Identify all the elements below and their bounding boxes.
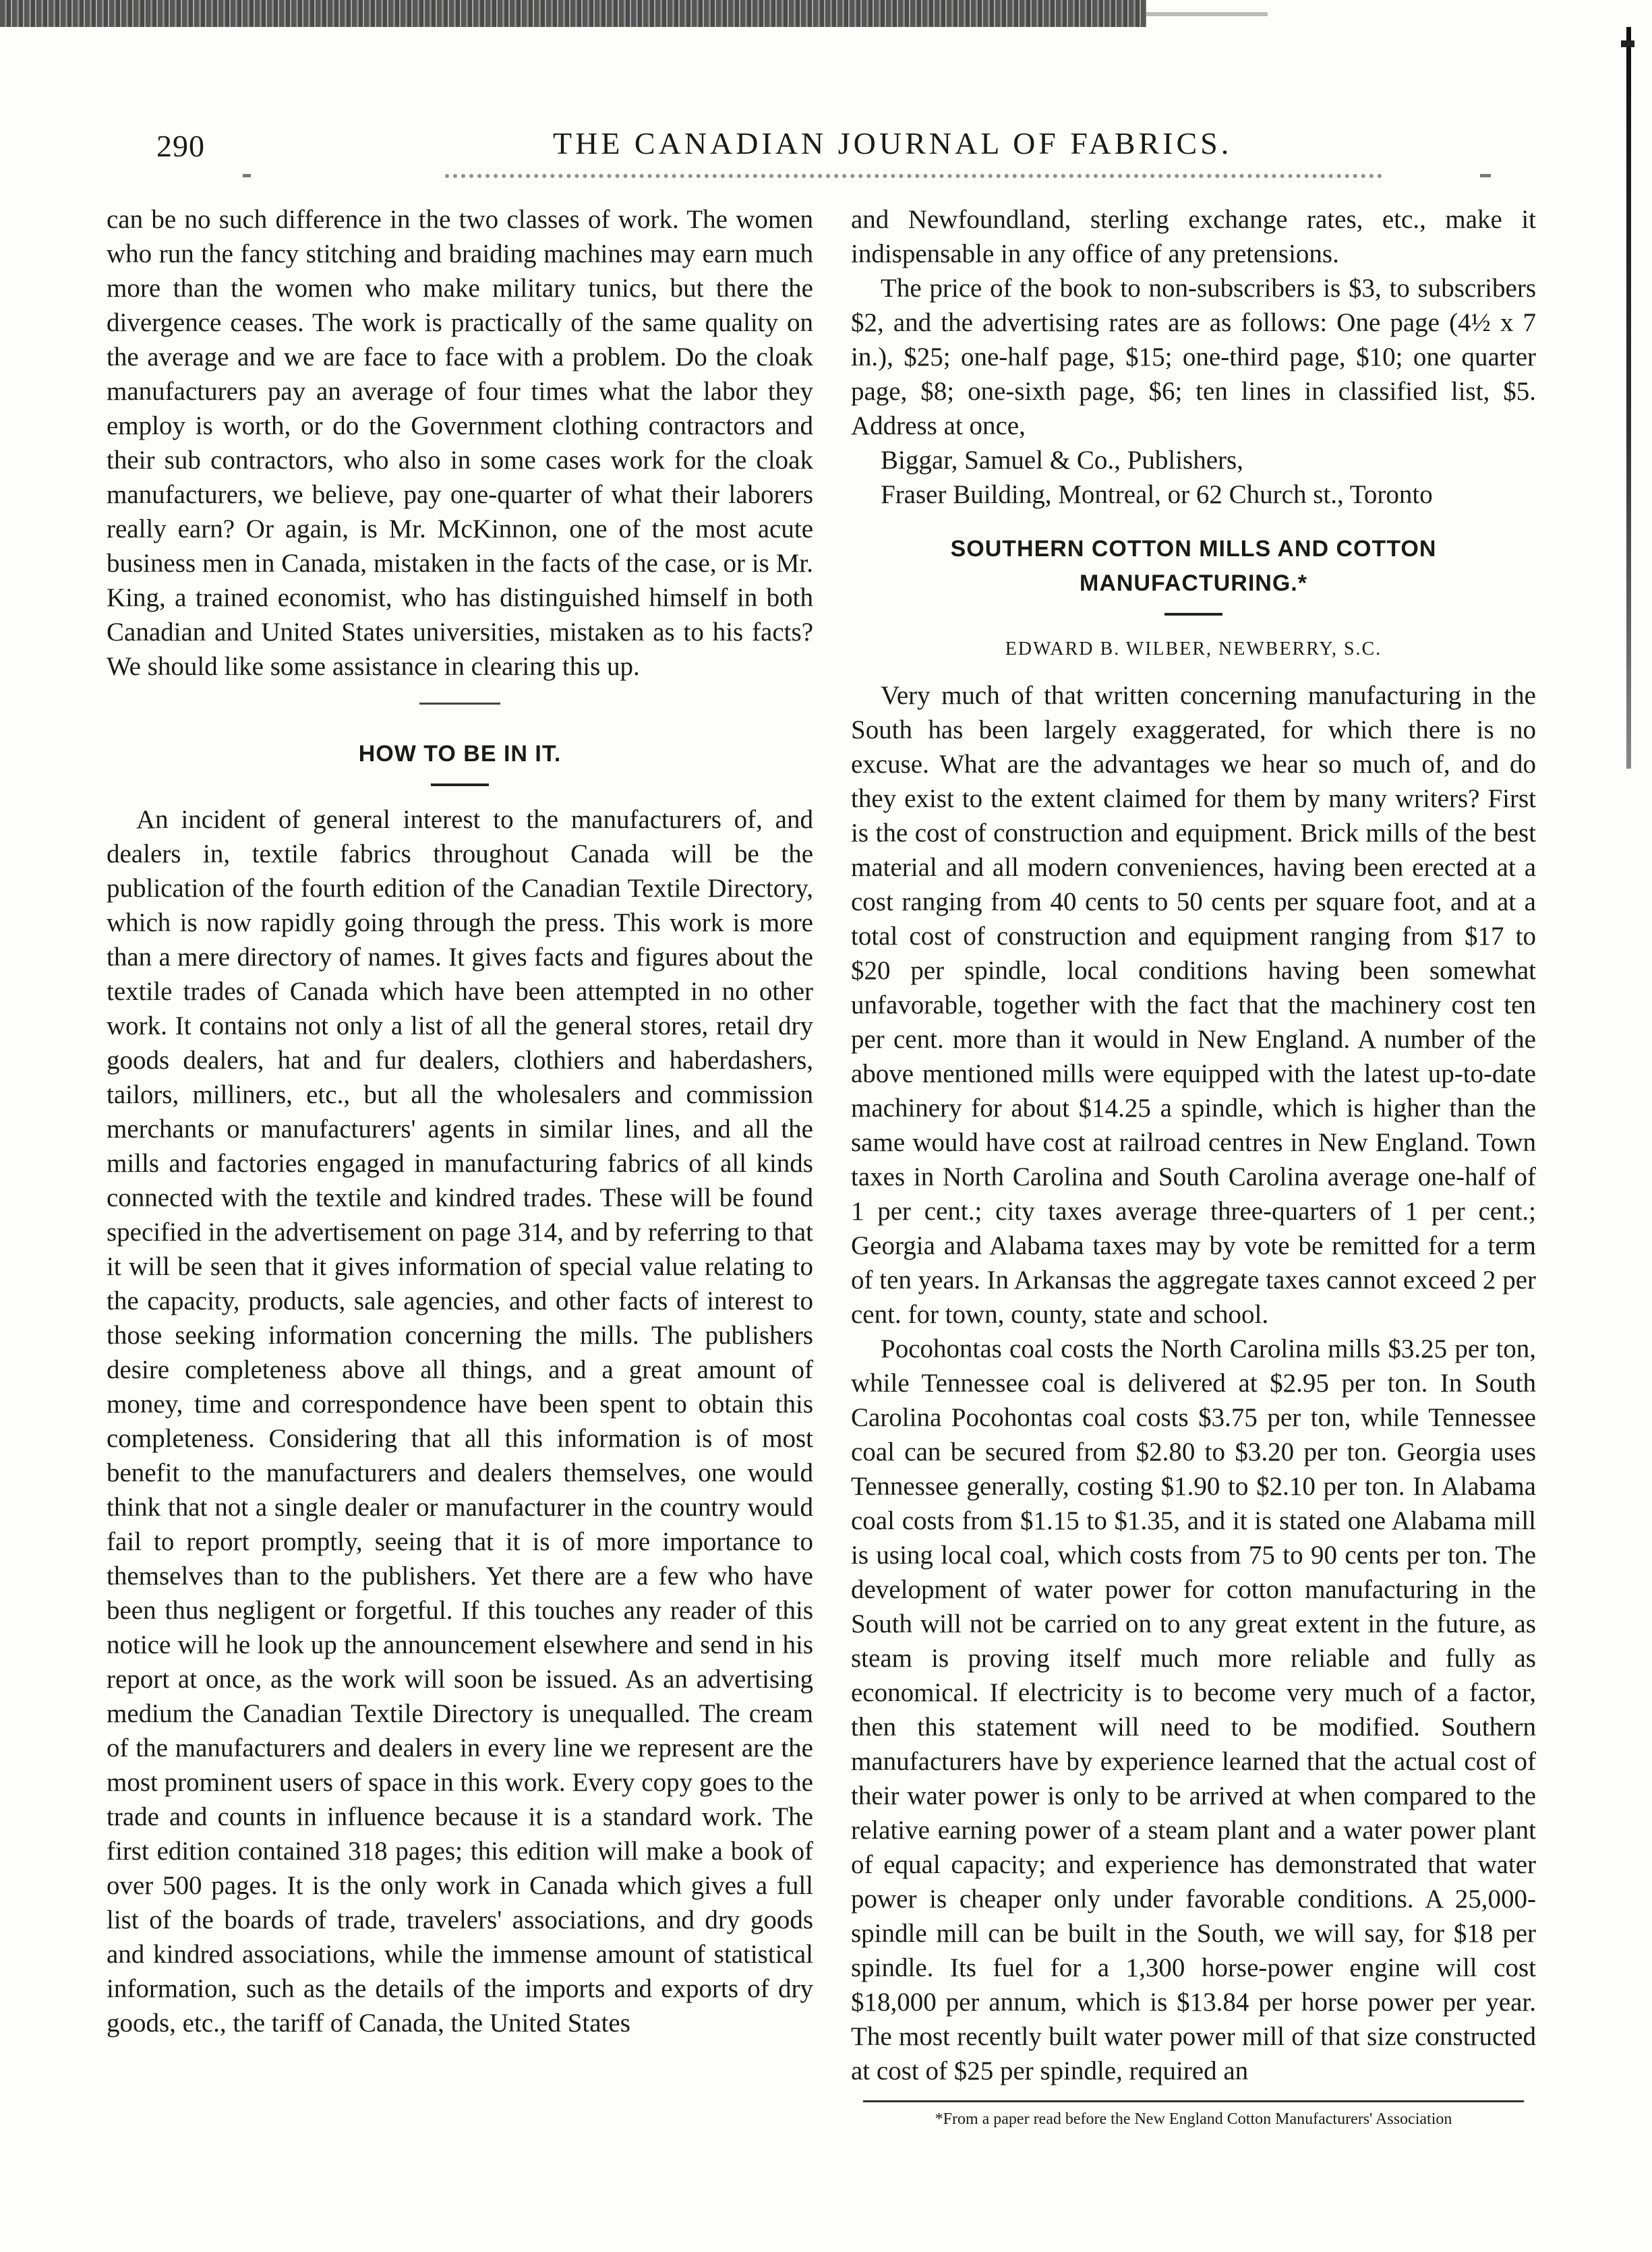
page-number: 290 (156, 129, 205, 163)
header-rule (445, 174, 1382, 178)
footnote-rule (863, 2100, 1524, 2102)
intro-paragraph: can be no such difference in the two classes of work. The women who run the fancy stitching and braiding machines may earn much more than the women who make military tunics, but there the divergence ceases. The work is practically of the same quality on the average and we are face to face with a problem. Do the cloak manufacturers pay an average of four times what the labor they employ is worth, or do the Government clothing contractors and their sub contractors, who also in some cases work for the cloak manufacturers, we believe, pay one-quarter of what their laborers really earn? Or again, is Mr. McKinnon, one of the most acute business men in Canada, mistaken in the facts of the case, or is Mr. King, a trained economist, who has distinguished himself in both Canadian and United States universities, mistaken as to his facts? We should like some assistance in clearing this up. (107, 205, 813, 681)
scan-artifact-top (0, 0, 1146, 27)
scan-artifact-top-tail (1146, 12, 1268, 16)
right-column (851, 202, 1536, 2129)
heading-rule (431, 783, 489, 786)
header-rule-left (243, 174, 251, 177)
address-line: Fraser Building, Montreal, or 62 Church st., Toronto (881, 480, 1433, 509)
price-paragraph: The price of the book to non-subscribers is $3, to subscribers $2, and the advertising rates are as follows: One page (4½ x 7 in.), $25; one-half page, $15; one-third page, $10; one quarter page, $8; one-sixth page, $6; ten lines in classified list, $5. Address at once, (851, 274, 1536, 440)
footnote: *From a paper read before the New England Cotton Manufacturers' Association (935, 2110, 1452, 2128)
article-heading: SOUTHERN COTTON MILLS AND COTTON MANUFACTURING.* (950, 536, 1437, 596)
article-paragraph-2: Pocohontas coal costs the North Carolina mills $3.25 per ton, while Tennessee coal is delivered at $2.95 per ton. In South Carolina Pocohontas coal costs $3.75 per ton, while Tennessee coal can be secured from $2.80 to $3.20 per ton. Georgia uses Tennessee generally, costing $1.90 to $2.10 per ton. In Alabama coal costs from $1.15 to $1.35, and it is stated one Alabama mill is using local coal, which costs from 75 to 90 cents per ton. The development of water power for cotton manufacturing in the South will not be carried on to any great extent in the future, as steam is proving itself much more reliable and fully as economical. If electricity is to become very much of a factor, then this statement will need to be modified. Southern manufacturers have by experience learned that the actual cost of their water power is only to be arrived at when compared to the relative earning power of a steam plant and a water power plant of equal capacity; and experience has demonstrated that water power is cheaper only under favorable conditions. A 25,000-spindle mill can be built in the South, we will say, for $18 per spindle. Its fuel for a 1,300 horse-power engine will cost $18,000 per annum, which is $13.84 per horse power per year. The most recently built water power mill of that size constructed at cost of $25 per spindle, required an (851, 1334, 1536, 2085)
publisher-line: Biggar, Samuel & Co., Publishers, (881, 446, 1243, 475)
running-head: THE CANADIAN JOURNAL OF FABRICS. (553, 126, 1233, 160)
section-paragraph: An incident of general interest to the manufacturers of, and dealers in, textile fabrics throughout Canada will be the publication of the fourth edition of the Canadian Textile Directory, which is now rapidly going through the press. This work is more than a mere directory of names. It gives facts and figures about the textile trades of Canada which have been attempted in no other work. It contains not only a list of all the general stores, retail dry goods dealers, hat and fur dealers, clothiers and haberdashers, tailors, milliners, etc., but all the wholesalers and commission merchants or manufacturers' agents in similar lines, and all the mills and factories engaged in manufacturing fabrics of all kinds connected with the textile and kindred trades. These will be found specified in the advertisement on page 314, and by referring to that it will be seen that it gives information of special value relating to the capacity, products, sale agencies, and other facts of interest to those seeking information concerning the mills. The publishers desire completeness above all things, and a great amount of money, time and correspondence have been spent to obtain this completeness. Considering that all this information is of most benefit to the manufacturers and dealers themselves, one would think that not a single dealer or manufacturer in the country would fail to report promptly, seeing that it is of more importance to themselves than to the publishers. Yet there are a few who have been thus negligent or forgetful. If this touches any reader of this notice will he look up the announcement elsewhere and send in his report at once, as the work will soon be issued. As an advertising medium the Canadian Textile Directory is unequalled. The cream of the manufacturers and dealers in every line we represent are the most prominent users of space in this work. Every copy goes to the trade and counts in influence because it is a standard work. The first edition contained 318 pages; this edition will make a book of over 500 pages. It is the only work in Canada which gives a full list of the boards of trade, travelers' associations, and dry goods and kindred associations, while the immense amount of statistical information, such as the details of the imports and exports of dry goods, etc., the tariff of Canada, the United States (107, 805, 813, 2038)
scan-artifact-margin-line (1626, 27, 1631, 769)
section-divider (419, 703, 500, 705)
article-heading-rule (1164, 613, 1222, 616)
article-paragraph-1: Very much of that written concerning manufacturing in the South has been largely exaggerated, for which there is no excuse. What are the advantages we hear so much of, and do they exist to the extent claimed for them by many writers? First is the cost of construction and equipment. Brick mills of the best material and all modern conveniences, having been erected at a cost ranging from 40 cents to 50 cents per square foot, and at a total cost of construction and equipment ranging from $17 to $20 per spindle, local conditions having been somewhat unfavorable, together with the fact that the machinery cost ten per cent. more than it would in New England. A number of the above mentioned mills were equipped with the latest up-to-date machinery for about $14.25 a spindle, which is higher than the same would have cost at railroad centres in New England. Town taxes in North Carolina and South Carolina average one-half of 1 per cent.; city taxes average three-quarters of 1 per cent.; Georgia and Alabama taxes may by vote be remitted for a term of ten years. In Arkansas the aggregate taxes cannot exceed 2 per cent. for town, county, state and school. (851, 681, 1536, 1329)
header-rule-right (1480, 174, 1491, 177)
scan-artifact-margin-nub (1621, 40, 1634, 47)
byline: EDWARD B. WILBER, NEWBERRY, S.C. (1005, 639, 1382, 659)
section-heading: HOW TO BE IN IT. (358, 741, 562, 767)
continued-paragraph: and Newfoundland, sterling exchange rates, etc., make it indispensable in any office of any pretensions. (851, 205, 1536, 268)
left-column (107, 202, 813, 2040)
